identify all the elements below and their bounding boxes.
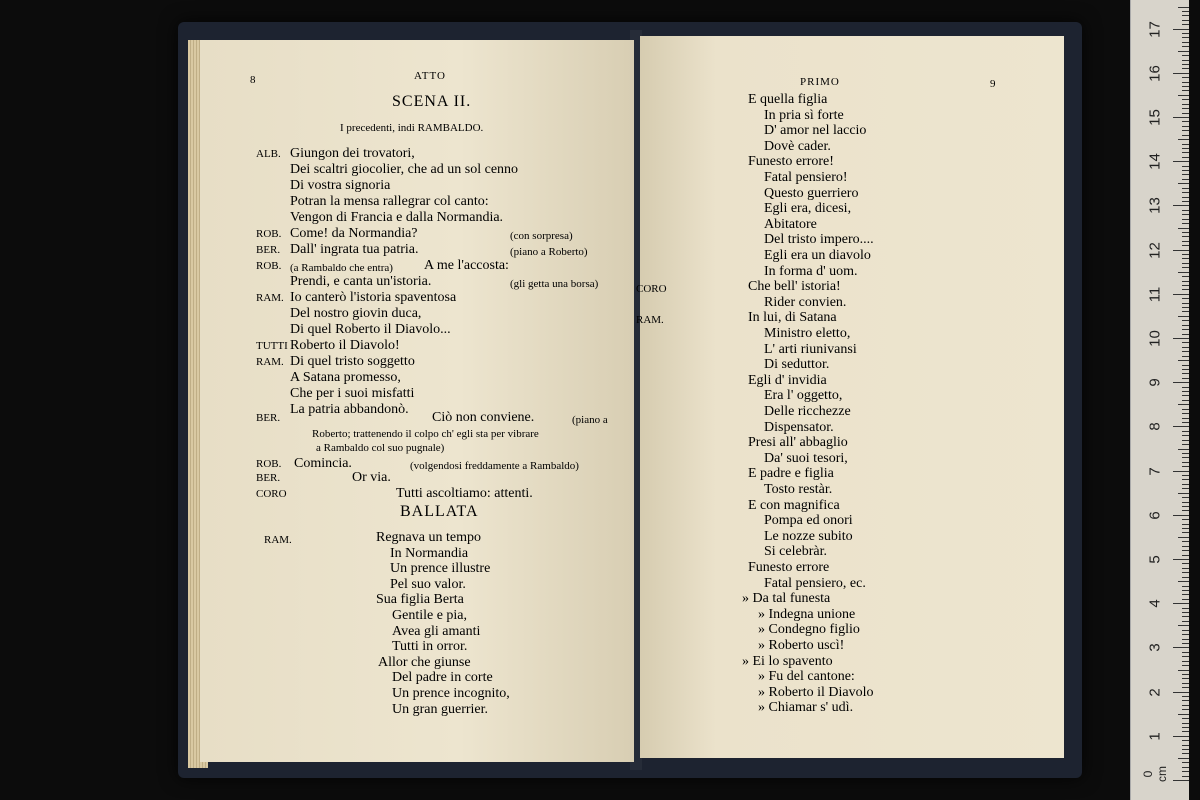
ruler-tick	[1182, 267, 1189, 268]
ruler-tick	[1182, 506, 1189, 507]
ruler-tick	[1182, 46, 1189, 47]
ruler-tick	[1182, 192, 1189, 193]
ruler-number: 10	[1146, 330, 1164, 347]
ruler-tick	[1182, 174, 1189, 175]
verse-line: Di quel Roberto il Diavolo...	[290, 322, 451, 337]
ruler-tick	[1182, 479, 1189, 480]
verse-line: Vengon di Francia e dalla Normandia.	[290, 210, 504, 225]
verse-line: A Satana promesso,	[290, 370, 401, 385]
ruler-tick	[1182, 696, 1189, 697]
ruler-tick	[1182, 152, 1189, 153]
ruler-tick	[1173, 692, 1189, 693]
ruler-tick	[1182, 740, 1189, 741]
verse-line: A me l'accosta:	[424, 258, 509, 273]
ruler-tick	[1182, 329, 1189, 330]
ruler-number: 17	[1146, 20, 1164, 38]
verse-line: Tutti ascoltiamo: attenti.	[396, 486, 533, 501]
ruler-tick	[1182, 166, 1189, 167]
ruler-tick	[1182, 219, 1189, 220]
speaker-label: RAM.	[636, 314, 664, 327]
verse-line: Di seduttor.	[764, 357, 830, 373]
ruler-tick	[1178, 139, 1189, 140]
ruler-tick	[1182, 431, 1189, 432]
verse-line: » Indegna unione	[758, 606, 856, 622]
right-page-number: 9	[990, 78, 997, 90]
ruler-tick	[1182, 42, 1189, 43]
verse-line: » Roberto uscì!	[758, 638, 845, 653]
ruler-tick	[1173, 161, 1189, 162]
ruler-tick	[1182, 55, 1189, 56]
stage-direction: I precedenti, indi RAMBALDO.	[340, 122, 484, 134]
ruler-tick	[1173, 471, 1189, 472]
ruler-tick	[1182, 68, 1189, 69]
ruler-tick	[1182, 126, 1189, 127]
ruler-tick	[1182, 444, 1189, 445]
ruler-tick	[1178, 581, 1189, 582]
ruler-tick	[1173, 294, 1189, 295]
verse-line: Ciò non conviene.	[432, 410, 535, 425]
ruler-tick	[1182, 639, 1189, 640]
ruler-tick	[1182, 285, 1189, 286]
ruler-tick	[1182, 475, 1189, 476]
verse-line: Abitatore	[764, 216, 817, 232]
ruler-tick	[1182, 113, 1189, 114]
verse-line: Presi all' abbaglio	[748, 435, 848, 451]
ruler-tick	[1182, 307, 1189, 308]
ballata-line: Pel suo valor.	[390, 576, 466, 592]
ballata-title: BALLATA	[400, 503, 479, 520]
verse-line: Roberto il Diavolo!	[290, 338, 400, 353]
ruler-tick	[1182, 245, 1189, 246]
ruler-tick	[1182, 687, 1189, 688]
ruler-tick	[1182, 656, 1189, 657]
verse-line: In lui, di Satana	[748, 310, 837, 326]
ruler-tick	[1182, 550, 1189, 551]
ruler-tick	[1182, 502, 1189, 503]
ruler-tick	[1182, 365, 1189, 366]
ruler-tick	[1182, 369, 1189, 370]
ruler-tick	[1182, 497, 1189, 498]
ruler-tick	[1173, 338, 1189, 339]
verse-line: Or via.	[352, 470, 391, 485]
verse-line: Era l' oggetto,	[764, 388, 843, 404]
ruler-tick	[1182, 422, 1189, 423]
speaker-label: ALB.	[256, 148, 281, 160]
ruler-tick	[1178, 51, 1189, 52]
stage-note: (gli getta una borsa)	[510, 278, 599, 290]
ballata-line: Un prence illustre	[390, 561, 491, 577]
ruler-number: 9	[1146, 378, 1164, 387]
ruler-tick	[1182, 188, 1189, 189]
verse-line: Questo guerriero	[764, 185, 859, 201]
verse-line: » Chiamar s' udì.	[758, 700, 854, 716]
ruler-tick	[1182, 223, 1189, 224]
ruler-tick	[1182, 289, 1189, 290]
running-head-right: PRIMO	[800, 76, 840, 88]
ruler-tick	[1182, 135, 1189, 136]
verse-line: Io canterò l'istoria spaventosa	[290, 290, 457, 305]
ruler-tick	[1182, 179, 1189, 180]
verse-line: Dovè cader.	[764, 138, 831, 154]
ruler-tick	[1182, 577, 1189, 578]
ruler-number: 11	[1146, 286, 1164, 303]
ruler-tick	[1182, 634, 1189, 635]
measuring-ruler	[1130, 0, 1189, 800]
verse-line: Fatal pensiero, ec.	[764, 575, 866, 591]
verse-line: » Condegno figlio	[758, 622, 860, 638]
ruler-tick	[1182, 466, 1189, 467]
ruler-tick	[1182, 440, 1189, 441]
ruler-tick	[1182, 665, 1189, 666]
verse-line: Comincia.	[294, 456, 352, 471]
ruler-tick	[1182, 378, 1189, 379]
ruler-tick	[1182, 723, 1189, 724]
ruler-tick	[1182, 705, 1189, 706]
verse-line: Egli era un diavolo	[764, 248, 871, 263]
ruler-tick	[1178, 95, 1189, 96]
ruler-tick	[1182, 532, 1189, 533]
stage-direction-text: Roberto; trattenendo il colpo ch' egli sta per vibrare	[312, 428, 539, 440]
ruler-tick	[1182, 524, 1189, 525]
ballata-line: Gentile e pia,	[392, 608, 468, 623]
ruler-tick	[1182, 528, 1189, 529]
verse-line: L' arti riunivansi	[764, 341, 857, 357]
ballata-line: Tutti in orror.	[392, 639, 468, 655]
ruler-tick	[1178, 404, 1189, 405]
ruler-tick	[1178, 449, 1189, 450]
ruler-tick	[1182, 608, 1189, 609]
ruler-tick	[1182, 709, 1189, 710]
ruler-tick	[1182, 170, 1189, 171]
verse-line: Di vostra signoria	[290, 178, 391, 193]
ruler-tick	[1178, 228, 1189, 229]
ruler-tick	[1178, 714, 1189, 715]
ruler-number: 15	[1146, 109, 1164, 126]
speaker-label: CORO	[256, 488, 287, 500]
ruler-tick	[1178, 7, 1189, 8]
ruler-tick	[1178, 670, 1189, 671]
ruler-tick	[1182, 753, 1189, 754]
ballata-line: Del padre in corte	[392, 670, 493, 686]
verse-line: Da' suoi tesori,	[764, 450, 848, 466]
verse-line: Giungon dei trovatori,	[290, 146, 415, 161]
speaker-label: RAM.	[256, 292, 284, 304]
ruler-tick	[1182, 674, 1189, 675]
ruler-tick	[1182, 453, 1189, 454]
ruler-tick	[1182, 108, 1189, 109]
ruler-tick	[1173, 73, 1189, 74]
verse-line: E quella figlia	[748, 92, 828, 107]
ruler-tick	[1178, 537, 1189, 538]
ruler-tick	[1182, 683, 1189, 684]
ballata-line: In Normandia	[390, 545, 469, 561]
ruler-tick	[1182, 298, 1189, 299]
verse-line: La patria abbandonò.	[290, 402, 409, 417]
ruler-tick	[1182, 334, 1189, 335]
ruler-number: 1	[1146, 732, 1164, 741]
ruler-tick	[1182, 320, 1189, 321]
ruler-tick	[1182, 767, 1189, 768]
speaker-label: ROB.	[256, 260, 282, 272]
verse-line: Che bell' istoria!	[748, 279, 841, 295]
ruler-unit-label: 0 cm	[1141, 766, 1169, 782]
ruler-number: 12	[1146, 241, 1164, 259]
ruler-tick	[1182, 771, 1189, 772]
ruler-tick	[1182, 599, 1189, 600]
running-head-left: ATTO	[414, 70, 446, 82]
verse-line: Potran la mensa rallegrar col canto:	[290, 194, 489, 209]
verse-line: Funesto errore	[748, 560, 830, 575]
ruler-tick	[1182, 661, 1189, 662]
speaker-label: BER.	[256, 472, 281, 484]
ballata-line: Un prence incognito,	[392, 686, 510, 701]
ruler-tick	[1182, 342, 1189, 343]
ruler-tick	[1182, 254, 1189, 255]
ruler-tick	[1182, 572, 1189, 573]
ruler-number: 7	[1146, 466, 1164, 476]
ruler-tick	[1182, 210, 1189, 211]
ruler-tick	[1182, 263, 1189, 264]
ruler-number: 14	[1146, 153, 1164, 171]
ruler-tick	[1182, 157, 1189, 158]
ruler-tick	[1182, 555, 1189, 556]
ruler-tick	[1182, 33, 1189, 34]
ruler-tick	[1182, 731, 1189, 732]
ruler-tick	[1182, 586, 1189, 587]
ruler-tick	[1182, 652, 1189, 653]
ruler-tick	[1182, 144, 1189, 145]
ruler-tick	[1182, 630, 1189, 631]
stage-direction-inline: (a Rambaldo che entra)	[290, 262, 393, 274]
ruler-tick	[1182, 64, 1189, 65]
ruler-tick	[1182, 418, 1189, 419]
verse-line: Le nozze subito	[764, 528, 853, 544]
verse-line: Che per i suoi misfatti	[290, 386, 415, 401]
ruler-number: 5	[1146, 555, 1164, 564]
ruler-tick	[1182, 400, 1189, 401]
ruler-tick	[1182, 90, 1189, 91]
ruler-tick	[1182, 351, 1189, 352]
ruler-tick	[1182, 130, 1189, 131]
speaker-label: BER.	[256, 244, 281, 256]
ruler-tick	[1182, 594, 1189, 595]
ruler-tick	[1182, 678, 1189, 679]
stage-direction-text: a Rambaldo col suo pugnale)	[316, 442, 445, 454]
speaker-label: RAM.	[256, 356, 284, 368]
ruler-tick	[1182, 391, 1189, 392]
ruler-tick	[1182, 37, 1189, 38]
ballata-line: Avea gli amanti	[392, 623, 481, 639]
scene-title: SCENA II.	[392, 93, 472, 110]
ruler-tick	[1182, 621, 1189, 622]
verse-line: Delle ricchezze	[764, 404, 851, 419]
ruler-tick	[1182, 82, 1189, 83]
ruler-number: 8	[1146, 422, 1164, 432]
left-page-number: 8	[250, 74, 257, 86]
ruler-tick	[1182, 546, 1189, 547]
ruler-tick	[1182, 311, 1189, 312]
verse-line: » Ei lo spavento	[742, 653, 833, 669]
ruler-tick	[1182, 148, 1189, 149]
ruler-tick	[1173, 559, 1189, 560]
speaker-label: ROB.	[256, 458, 282, 470]
ruler-tick	[1173, 736, 1189, 737]
ruler-tick	[1182, 86, 1189, 87]
ruler-tick	[1182, 373, 1189, 374]
verse-line: Del tristo impero....	[764, 232, 874, 248]
ruler-tick	[1182, 104, 1189, 105]
ruler-tick	[1182, 276, 1189, 277]
stage-note: (piano a Roberto)	[510, 246, 588, 258]
ruler-tick	[1173, 515, 1189, 516]
ruler-tick	[1182, 643, 1189, 644]
verse-line: Funesto errore!	[748, 154, 834, 170]
ruler-tick	[1182, 409, 1189, 410]
verse-line: E con magnifica	[748, 497, 840, 513]
ruler-tick	[1178, 360, 1189, 361]
ruler-tick	[1173, 780, 1189, 781]
ruler-number: 2	[1146, 687, 1164, 697]
speaker-label: BER.	[256, 412, 281, 424]
ruler-tick	[1182, 519, 1189, 520]
ballata-line: Allor che giunse	[378, 654, 471, 670]
ruler-tick	[1182, 232, 1189, 233]
ruler-tick	[1173, 205, 1189, 206]
ruler-tick	[1182, 435, 1189, 436]
ruler-tick	[1182, 60, 1189, 61]
verse-line: Dall' ingrata tua patria.	[290, 242, 419, 257]
verse-line: Come! da Normandia?	[290, 226, 418, 241]
verse-line: Di quel tristo soggetto	[290, 354, 415, 369]
verse-line: Dispensator.	[764, 419, 834, 435]
ruler-tick	[1182, 510, 1189, 511]
ruler-tick	[1178, 758, 1189, 759]
stage-note: (piano a	[572, 414, 608, 426]
ruler-tick	[1182, 727, 1189, 728]
ruler-tick	[1173, 250, 1189, 251]
ruler-tick	[1182, 214, 1189, 215]
ruler-tick	[1182, 201, 1189, 202]
verse-line: Prendi, e canta un'istoria.	[290, 274, 432, 289]
ruler-tick	[1182, 24, 1189, 25]
ballata-line: Un gran guerrier.	[392, 701, 489, 717]
ruler-tick	[1182, 236, 1189, 237]
ruler-tick	[1182, 20, 1189, 21]
ruler-tick	[1182, 541, 1189, 542]
ruler-tick	[1182, 281, 1189, 282]
ruler-tick	[1178, 316, 1189, 317]
verse-line: Pompa ed onori	[764, 513, 853, 529]
ruler-tick	[1182, 700, 1189, 701]
ruler-tick	[1182, 563, 1189, 564]
verse-line: Del nostro giovin duca,	[290, 306, 422, 321]
ruler-tick	[1173, 426, 1189, 427]
ruler-tick	[1182, 488, 1189, 489]
ruler-tick	[1182, 749, 1189, 750]
ruler-tick	[1178, 183, 1189, 184]
verse-line: In pria sì forte	[764, 107, 844, 123]
ruler-tick	[1182, 590, 1189, 591]
stage-note: (volgendosi freddamente a Rambaldo)	[410, 460, 579, 472]
verse-line: In forma d' uom.	[764, 263, 858, 279]
ruler-tick	[1182, 762, 1189, 763]
ruler-tick	[1182, 99, 1189, 100]
ruler-tick	[1182, 612, 1189, 613]
ruler-tick	[1182, 303, 1189, 304]
ruler-tick	[1178, 272, 1189, 273]
ruler-tick	[1182, 15, 1189, 16]
ruler-tick	[1182, 356, 1189, 357]
ruler-tick	[1182, 347, 1189, 348]
verse-line: Si celebràr.	[764, 544, 827, 560]
speaker-label: TUTTI	[256, 340, 288, 352]
ruler-tick	[1182, 718, 1189, 719]
ruler-tick	[1182, 616, 1189, 617]
verse-line: Rider convien.	[764, 294, 847, 310]
ruler-number: 4	[1146, 599, 1164, 608]
verse-line: » Da tal funesta	[742, 591, 831, 607]
ruler-tick	[1182, 241, 1189, 242]
ruler-tick	[1182, 395, 1189, 396]
ruler-tick	[1173, 29, 1189, 30]
ruler-tick	[1182, 77, 1189, 78]
ruler-tick	[1178, 625, 1189, 626]
verse-line: E padre e figlia	[748, 466, 834, 482]
ruler-tick	[1173, 117, 1189, 118]
ruler-tick	[1182, 568, 1189, 569]
ruler-tick	[1182, 387, 1189, 388]
ruler-number: 16	[1146, 64, 1164, 82]
verse-line: Egli era, dicesi,	[764, 201, 852, 217]
verse-line: » Fu del cantone:	[758, 669, 855, 685]
verse-line: Tosto restàr.	[764, 482, 833, 497]
ruler-tick	[1182, 457, 1189, 458]
ruler-tick	[1173, 382, 1189, 383]
ruler-number: 3	[1146, 643, 1164, 653]
ruler-number: 6	[1146, 511, 1164, 520]
ruler-tick	[1173, 603, 1189, 604]
verse-line: » Roberto il Diavolo	[758, 684, 874, 700]
verse-line: D' amor nel laccio	[764, 123, 867, 139]
verse-line: Ministro eletto,	[764, 326, 851, 341]
verse-line: Fatal pensiero!	[764, 170, 848, 185]
ruler-tick	[1182, 745, 1189, 746]
ruler-tick	[1178, 493, 1189, 494]
ruler-tick	[1182, 325, 1189, 326]
ruler-tick	[1182, 413, 1189, 414]
ruler-tick	[1173, 647, 1189, 648]
ruler-tick	[1182, 121, 1189, 122]
verse-line: Dei scaltri giocolier, che ad un sol cenno	[290, 162, 519, 177]
ruler-tick	[1182, 11, 1189, 12]
ruler-number: 13	[1146, 197, 1164, 215]
speaker-label: CORO	[636, 283, 667, 296]
speaker-label: RAM.	[264, 534, 292, 546]
ballata-line: Regnava un tempo	[376, 530, 481, 545]
ruler-tick	[1182, 462, 1189, 463]
right-page	[640, 36, 1064, 758]
verse-line: Egli d' invidia	[748, 372, 827, 388]
ballata-line: Sua figlia Berta	[376, 592, 464, 608]
ruler-tick	[1182, 776, 1189, 777]
stage-note: (con sorpresa)	[510, 230, 573, 242]
ruler-tick	[1182, 484, 1189, 485]
speaker-label: ROB.	[256, 228, 282, 240]
ruler-tick	[1182, 258, 1189, 259]
ruler-tick	[1182, 197, 1189, 198]
